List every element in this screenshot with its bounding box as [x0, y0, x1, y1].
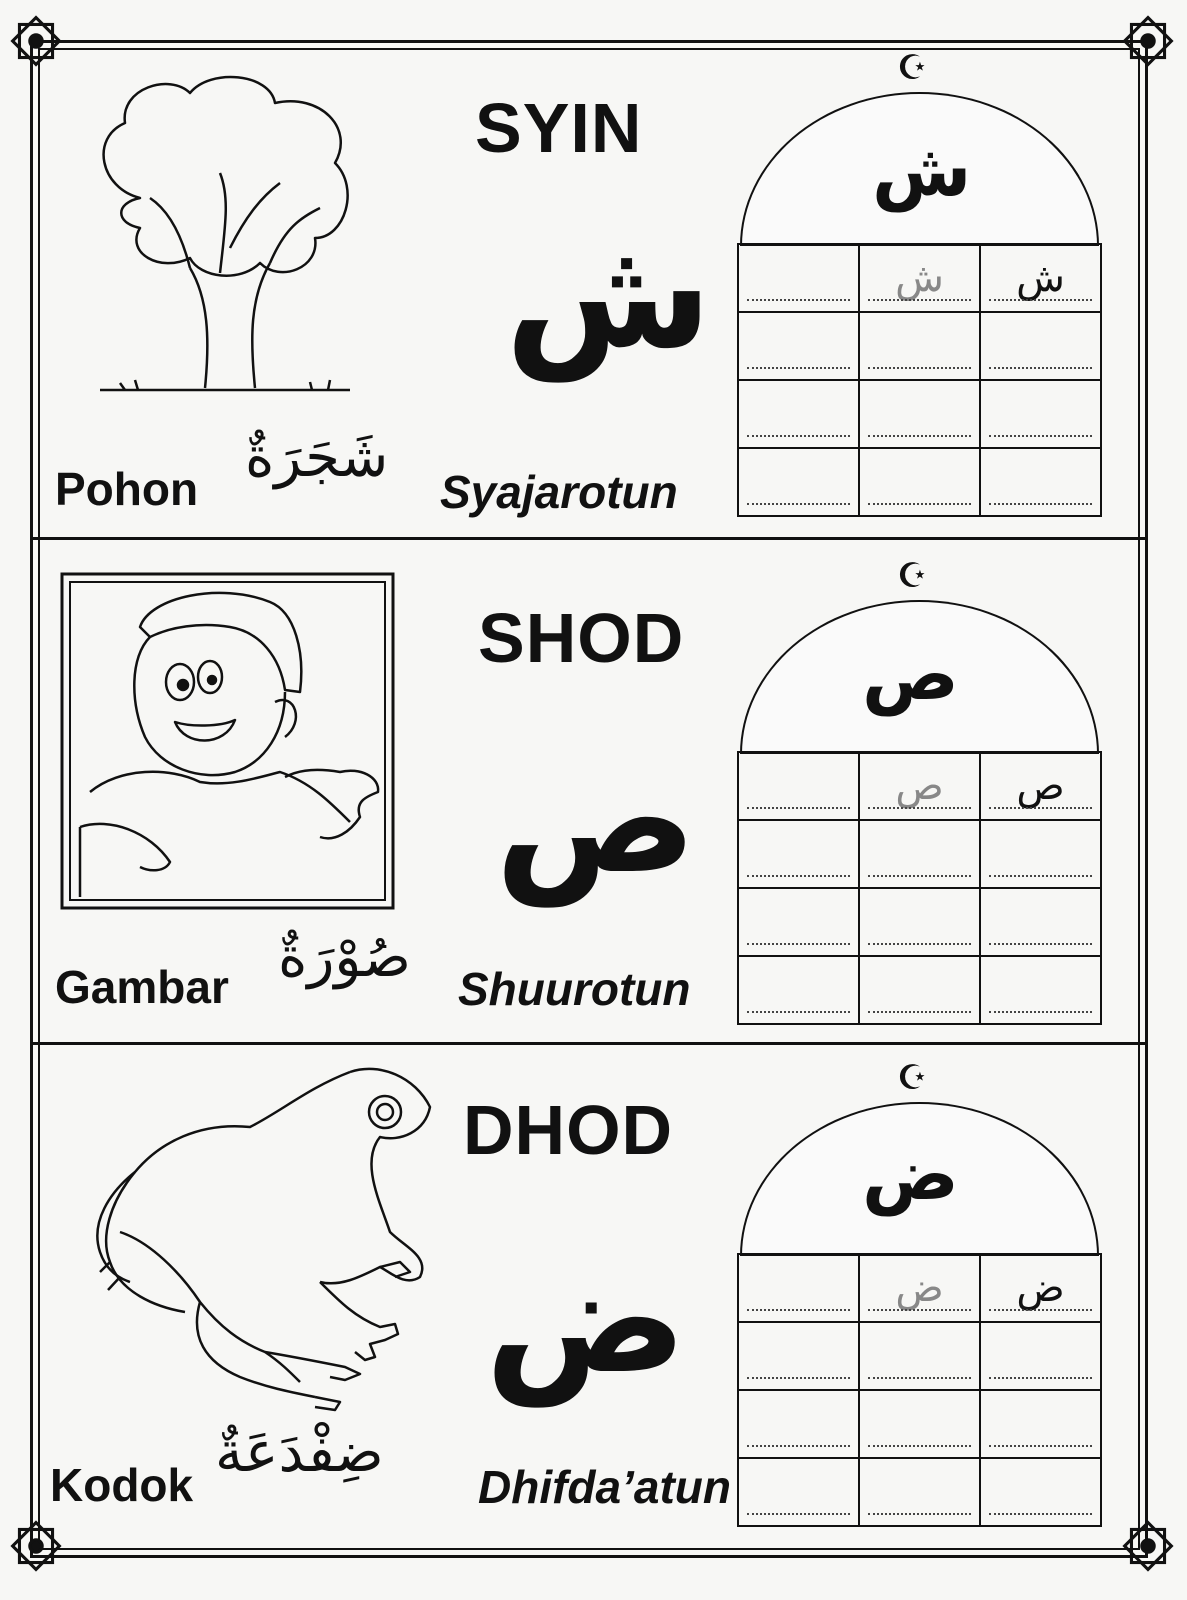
trace-letter: ض	[895, 1265, 944, 1311]
practice-cell[interactable]	[738, 956, 859, 1024]
practice-cell[interactable]	[980, 820, 1101, 888]
writing-practice-grid	[737, 751, 1102, 1025]
example-letter: ض	[1016, 1265, 1065, 1311]
practice-cell[interactable]	[738, 448, 859, 516]
example-cell	[980, 1254, 1101, 1322]
trace-letter: ص	[895, 763, 944, 809]
practice-cell[interactable]	[980, 888, 1101, 956]
section-divider	[33, 537, 1145, 540]
corner-ornament-icon	[1117, 1515, 1179, 1577]
practice-cell[interactable]	[980, 380, 1101, 448]
practice-cell[interactable]	[980, 448, 1101, 516]
word-transliteration: Dhifda’atun	[478, 1461, 731, 1513]
corner-ornament-icon	[5, 1515, 67, 1577]
tracing-letter-large: ض	[485, 1233, 687, 1407]
practice-cell[interactable]	[859, 956, 980, 1024]
crescent-star-icon: ☪	[897, 48, 928, 88]
word-transliteration: Syajarotun	[440, 466, 678, 518]
word-arabic: ضِفْدَعَةٌ	[215, 1420, 384, 1485]
tree-picture	[80, 68, 365, 403]
practice-cell[interactable]	[980, 312, 1101, 380]
practice-cell[interactable]	[738, 888, 859, 956]
practice-cell[interactable]	[859, 1322, 980, 1390]
practice-cell[interactable]	[859, 888, 980, 956]
dome-letter: ص	[862, 632, 959, 716]
practice-cell[interactable]	[859, 1390, 980, 1458]
word-arabic: شَجَرَةٌ	[245, 425, 389, 490]
practice-cell[interactable]	[738, 820, 859, 888]
practice-cell[interactable]	[738, 1322, 859, 1390]
dome-letter: ش	[872, 128, 972, 212]
word-arabic: صُوْرَةٌ	[278, 925, 411, 990]
dome-letter: ض	[862, 1132, 959, 1216]
crescent-star-icon: ☪	[897, 1058, 928, 1098]
writing-practice-grid	[737, 243, 1102, 517]
frog-picture	[80, 1062, 445, 1422]
word-transliteration: Shuurotun	[458, 963, 691, 1015]
letter-name-title: SHOD	[478, 599, 685, 677]
letter-name-title: SYIN	[475, 89, 643, 167]
practice-cell[interactable]	[738, 312, 859, 380]
practice-cell[interactable]	[738, 380, 859, 448]
section-divider	[33, 1042, 1145, 1045]
practice-cell[interactable]	[859, 448, 980, 516]
tracing-letter-large: ش	[505, 208, 712, 382]
writing-practice-grid	[737, 1253, 1102, 1527]
trace-cell[interactable]	[859, 1254, 980, 1322]
practice-cell[interactable]	[980, 1390, 1101, 1458]
trace-cell[interactable]	[859, 752, 980, 820]
practice-cell[interactable]	[980, 1458, 1101, 1526]
trace-letter: ش	[895, 255, 944, 301]
letter-name-title: DHOD	[463, 1091, 674, 1169]
practice-cell[interactable]	[980, 1322, 1101, 1390]
example-cell	[980, 752, 1101, 820]
practice-cell[interactable]	[738, 1254, 859, 1322]
practice-cell[interactable]	[859, 1458, 980, 1526]
practice-cell[interactable]	[859, 820, 980, 888]
example-letter: ش	[1016, 255, 1065, 301]
practice-cell[interactable]	[859, 312, 980, 380]
trace-cell[interactable]	[859, 244, 980, 312]
crescent-star-icon: ☪	[897, 556, 928, 596]
practice-cell[interactable]	[980, 956, 1101, 1024]
corner-ornament-icon	[1117, 10, 1179, 72]
tracing-letter-large: ص	[495, 733, 697, 907]
corner-ornament-icon	[5, 10, 67, 72]
practice-cell[interactable]	[738, 1390, 859, 1458]
word-indonesian: Pohon	[55, 463, 199, 515]
practice-cell[interactable]	[738, 1458, 859, 1526]
practice-cell[interactable]	[738, 752, 859, 820]
boy-picture	[60, 572, 395, 910]
example-cell	[980, 244, 1101, 312]
practice-cell[interactable]	[738, 244, 859, 312]
example-letter: ص	[1016, 763, 1065, 809]
word-indonesian: Kodok	[50, 1459, 194, 1511]
word-indonesian: Gambar	[55, 961, 229, 1013]
practice-cell[interactable]	[859, 380, 980, 448]
